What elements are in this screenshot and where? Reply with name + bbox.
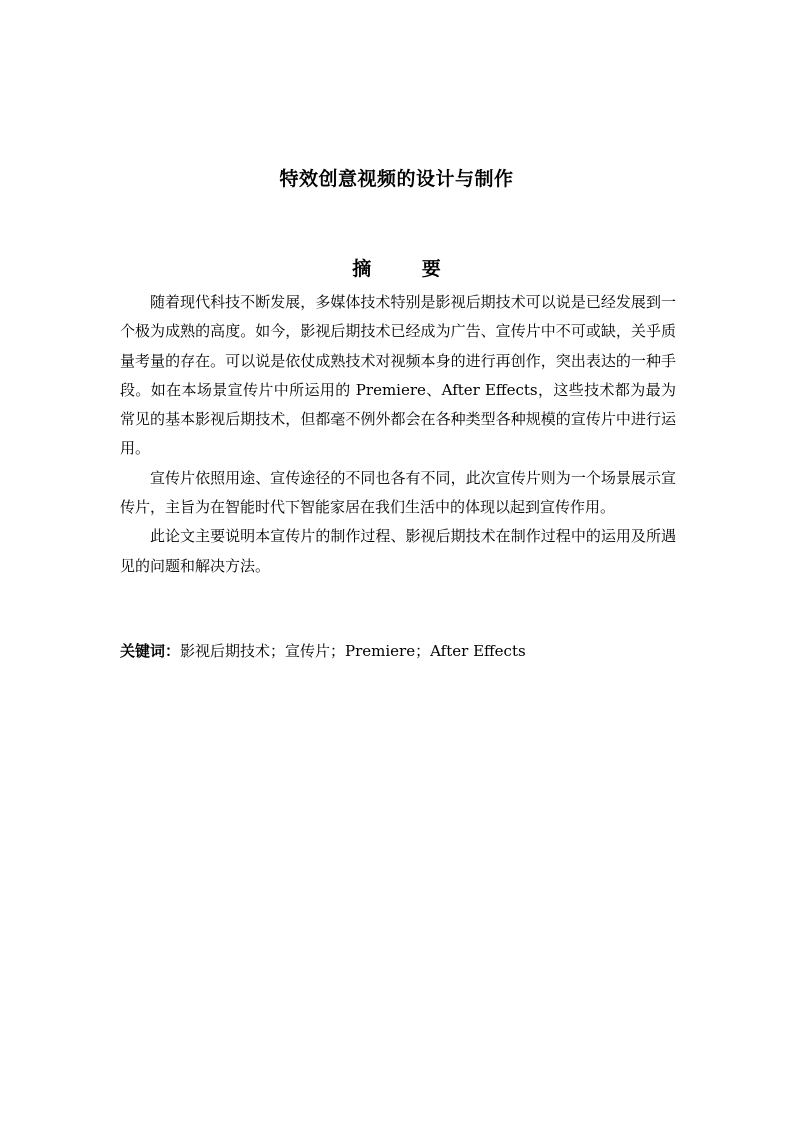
abstract-paragraph-3: 此论文主要说明本宣传片的制作过程、影视后期技术在制作过程中的运用及所遇见的问题和解决方法。 [120,527,676,575]
abstract-body [120,288,676,581]
keywords-value: 影视后期技术；宣传片；Premiere；After Effects [180,642,526,660]
paper-title: 特效创意视频的设计与制作 [279,168,514,190]
abstract-paragraph-1: 随着现代科技不断发展，多媒体技术特别是影视后期技术可以说是已经发展到一个极为成熟的高度。如今，影视后期技术已经成为广告、宣传片中不可或缺，关乎质量考量的存在。可以说是依仗成熟技术对视频本身的进行再创作，突出表达的一种手段。如在本场景宣传片中所运用的 Premiere、After Effects，这些技术都为最为常见的基本影视后期技术，但都毫不例外都会在各种类型各种规模的宣传片中进行运用。 [120,293,676,458]
abstract-heading: 摘 要 [352,258,463,280]
abstract-paragraph-2: 宣传片依照用途、宣传途径的不同也各有不同，此次宣传片则为一个场景展示宣传片，主旨为在智能时代下智能家居在我们生活中的体现以起到宣传作用。 [120,468,676,517]
keywords-line [120,638,676,664]
keywords-label: 关键词： [120,642,181,660]
